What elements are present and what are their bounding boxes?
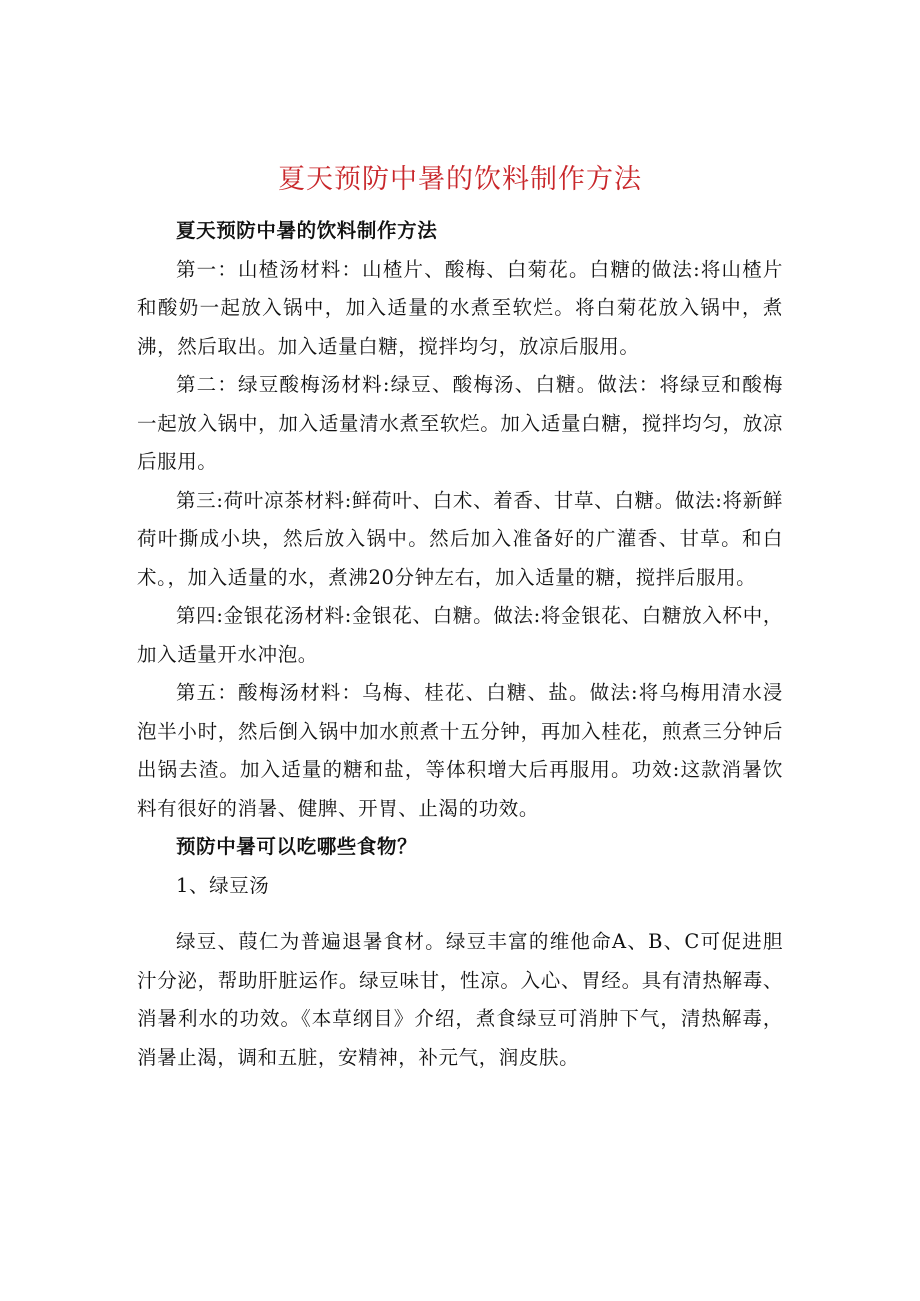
paragraph-recipe-1: 第一：山楂汤材料：山楂片、酸梅、白菊花。白糖的做法:将山楂片和酸奶一起放入锅中，加入适量的水煮至软烂。将白菊花放入锅中，煮沸，然后取出。加入适量白糖，搅拌均匀，放凉后服用。 xyxy=(137,257,783,358)
document-title: 夏天预防中暑的饮料制作方法 xyxy=(278,164,642,195)
paragraph-recipe-4: 第四:金银花汤材料:金银花、白糖。做法:将金银花、白糖放入杯中，加入适量开水冲泡。 xyxy=(137,604,783,666)
paragraph-recipe-5: 第五：酸梅汤材料：乌梅、桂花、白糖、盐。做法:将乌梅用清水浸泡半小时，然后倒入锅中加水煎煮十五分钟，再加入桂花，煎煮三分钟后出锅去渣。加入适量的糖和盐，等体积增大后再服用。功效:这款消暑饮料有很好的消暑、健脾、开胃、止渴的功效。 xyxy=(137,681,783,820)
paragraph-item-1: 绿豆、葭仁为普遍退暑食材。绿豆丰富的维他命A、B、C可促进胆汁分泌，帮助肝脏运作。绿豆味甘，性凉。入心、胃经。具有清热解毒、消暑利水的功效。《本草纲目》介绍，煮食绿豆可消肿下气，清热解毒，消暑止渴，调和五脏，安精神，补元气，润皮肤。 xyxy=(137,930,783,1069)
section-heading: 夏天预防中暑的饮料制作方法 xyxy=(176,219,438,242)
document-body xyxy=(137,212,783,1077)
question-heading: 预防中暑可以吃哪些食物？ xyxy=(176,835,418,858)
paragraph-recipe-2: 第二：绿豆酸梅汤材料:绿豆、酸梅汤、白糖。做法：将绿豆和酸梅一起放入锅中，加入适量清水煮至软烂。加入适量白糖，搅拌均匀，放凉后服用。 xyxy=(137,373,783,473)
paragraph-recipe-3: 第三:荷叶凉茶材料:鲜荷叶、白术、着香、甘草、白糖。做法:将新鲜荷叶撕成小块，然后放入锅中。然后加入准备好的广灌香、甘草。和白术。，加入适量的水，煮沸20分钟左右，加入适量的糖，搅拌后服用。 xyxy=(137,488,783,589)
list-item-heading: 1、绿豆汤 xyxy=(176,873,270,897)
